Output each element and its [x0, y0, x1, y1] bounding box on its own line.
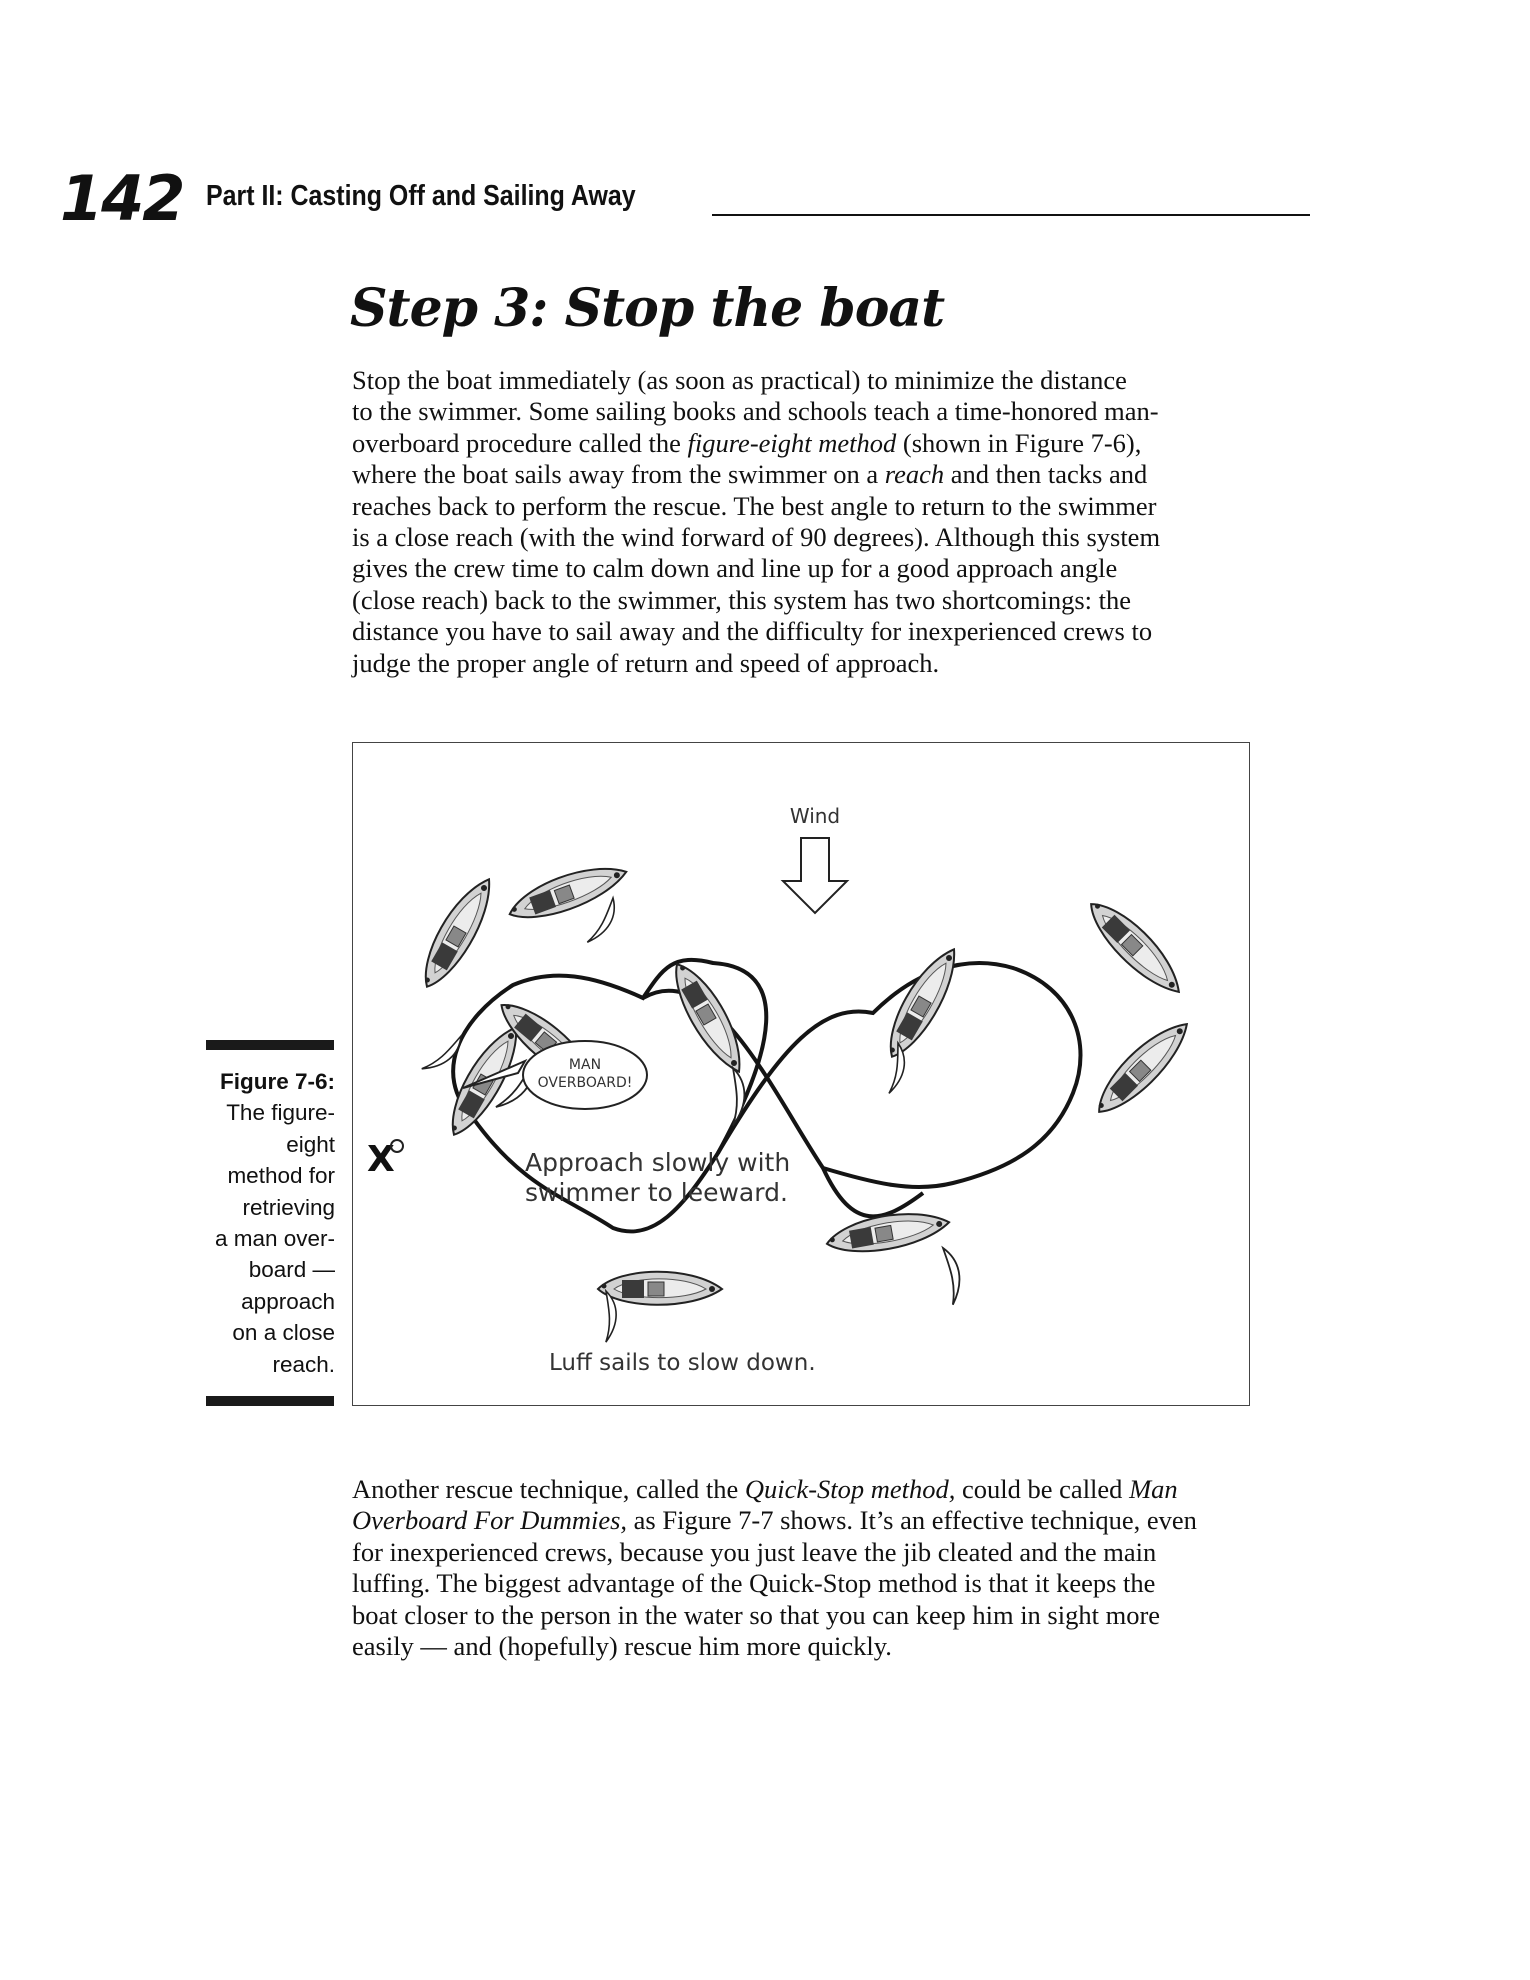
boat-10 [877, 941, 968, 1065]
running-head: Part II: Casting Off and Sailing Away [206, 180, 636, 212]
boat-7 [412, 871, 503, 995]
figure-caption [200, 1066, 335, 1380]
caption-rule-top [206, 1040, 334, 1050]
boat-9 [714, 1067, 755, 1126]
section-heading: Step 3: Stop the boat [350, 278, 945, 339]
header-rule [712, 214, 1310, 216]
boat-8 [663, 956, 754, 1080]
body-paragraph-2: Another rescue technique, called the Quick-Stop method, could be called Man Overboard For Dummies, as Figure 7-7 shows. It’s an effective technique, even for inexperienced crews, because you just leave the jib cleated and the main luffing. The biggest advantage of the Quick-Stop method is that it keeps the boat closer to the person in the water so that you can keep him in sight more easily — and (hopefully) rescue him more quickly. [352, 1474, 1197, 1662]
caption-rule-bottom [206, 1396, 334, 1406]
caption-text: The figure- eight method for retrieving a man over- board — approach on a close reach. [214, 1100, 335, 1377]
figure-eight-diagram [353, 743, 1251, 1407]
boat-15 [926, 1246, 973, 1305]
approach-note-line-1: Approach slowly with [525, 1148, 791, 1177]
boat-6 [587, 895, 616, 946]
figure-7-6 [352, 742, 1250, 1406]
wind-label: Wind [789, 804, 841, 828]
svg-text:MAN: MAN [568, 1057, 602, 1073]
caption-label: Figure 7-6: [219, 1069, 335, 1094]
page-number: 142 [60, 162, 184, 235]
body-paragraph-1: Stop the boat immediately (as soon as practical) to minimize the distance to the swimmer. Some sailing books and schools teach a time-honored man- overboard procedure called the figure-eight method (shown in Figure 7-6), where the boat sails away from the swimmer on a reach and then tacks and reaches back to perform the rescue. The best angle to return to the swimmer is a close reach (with the wind forward of 90 degrees). Although this system gives the crew time to calm down and line up for a good approach angle (close reach) back to the swimmer, this system has two shortcomings: the distance you have to sail away and the difficulty for inexperienced crews to judge the proper angle of return and speed of approach. [352, 365, 1161, 678]
boat-12 [1080, 892, 1191, 1003]
swimmer-mark: X [367, 1139, 395, 1180]
luff-note: Luff sails to slow down. [549, 1350, 816, 1376]
approach-note-line-2: swimmer to leeward. [525, 1178, 788, 1207]
boat-16 [598, 1272, 722, 1305]
wind-arrow-icon [783, 838, 847, 913]
svg-text:OVERBOARD!: OVERBOARD! [537, 1075, 633, 1091]
boat-13 [1087, 1012, 1198, 1123]
